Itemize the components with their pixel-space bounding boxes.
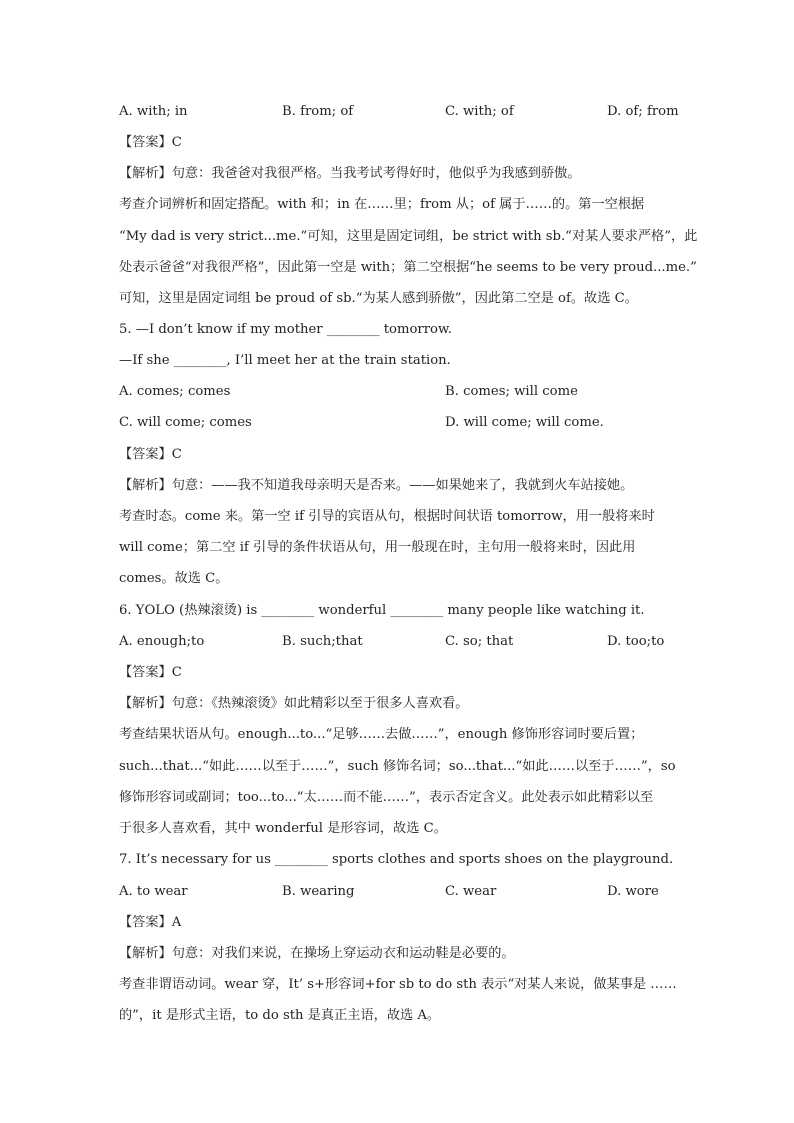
q7-analysis-line: 的”，it 是形式主语，to do sth 是真正主语，故选 A。 bbox=[119, 1008, 441, 1023]
q4-analysis-line: “My dad is very strict...me.”可知，这里是固定词组，be strict with sb.“对某人要求严格”，此 bbox=[119, 229, 698, 244]
q6-analysis-line: 于很多人喜欢看，其中 wonderful 是形容词，故选 C。 bbox=[119, 821, 447, 836]
q6-analysis-line: 考查结果状语从句。enough...to...“足够……去做……”，enough 修饰形容词时要后置； bbox=[119, 727, 644, 742]
q7-analysis-line: 考查非谓语动词。wear 穿，It’ s+形容词+for sb to do sth 表示“对某人来说，做某事是 …… bbox=[119, 977, 677, 992]
q6-analysis-line: such...that...“如此……以至于……”，such 修饰名词；so...that...“如此……以至于……”，so bbox=[119, 759, 676, 774]
q6-answer: 【答案】C bbox=[119, 665, 182, 680]
q5-stem: 5. —I don’t know if my mother ________ tomorrow. bbox=[119, 322, 452, 337]
q4-analysis-line: 处表示爸爸“对我很严格”，因此第一空是 with；第二空根据“he seems to be very proud...me.” bbox=[119, 260, 697, 275]
q7-analysis-line: 【解析】句意：对我们来说，在操场上穿运动衣和运动鞋是必要的。 bbox=[119, 946, 515, 961]
q6-option-a: A. enough;to bbox=[119, 634, 205, 649]
q4-option-d: D. of; from bbox=[607, 104, 679, 119]
q7-stem: 7. It’s necessary for us ________ sports clothes and sports shoes on the playground. bbox=[119, 852, 674, 867]
q5-option-c: C. will come; comes bbox=[119, 415, 252, 430]
q4-answer: 【答案】C bbox=[119, 135, 182, 150]
q5-option-d: D. will come; will come. bbox=[445, 415, 604, 430]
q4-option-c: C. with; of bbox=[445, 104, 514, 119]
q6-analysis-line: 修饰形容词或副词；too...to...“太……而不能……”，表示否定含义。此处表示如此精彩以至 bbox=[119, 790, 654, 805]
q6-option-b: B. such;that bbox=[282, 634, 363, 649]
q7-option-d: D. wore bbox=[607, 884, 659, 899]
q4-analysis-line: 考查介词辨析和固定搭配。with 和；in 在……里；from 从；of 属于……的。第一空根据 bbox=[119, 197, 645, 212]
q4-analysis-line: 可知，这里是固定词组 be proud of sb.“为某人感到骄傲”，因此第二空是 of。故选 C。 bbox=[119, 291, 638, 306]
q5-analysis-line: will come；第二空 if 引导的条件状语从句，用一般现在时，主句用一般将来时，因此用 bbox=[119, 540, 636, 555]
q5-option-b: B. comes; will come bbox=[445, 384, 578, 399]
q7-option-a: A. to wear bbox=[119, 884, 188, 899]
q6-stem: 6. YOLO (热辣滚烫) is ________ wonderful ________ many people like watching it. bbox=[119, 603, 645, 618]
q5-option-a: A. comes; comes bbox=[119, 384, 231, 399]
q7-answer: 【答案】A bbox=[119, 915, 182, 930]
q7-option-c: C. wear bbox=[445, 884, 497, 899]
q4-analysis-line: 【解析】句意：我爸爸对我很严格。当我考试考得好时，他似乎为我感到骄傲。 bbox=[119, 166, 581, 181]
q4-option-b: B. from; of bbox=[282, 104, 354, 119]
q7-option-b: B. wearing bbox=[282, 884, 355, 899]
q6-option-c: C. so; that bbox=[445, 634, 514, 649]
q5-analysis-line: comes。故选 C。 bbox=[119, 571, 229, 586]
q6-option-d: D. too;to bbox=[607, 634, 665, 649]
q5-analysis-line: 【解析】句意：——我不知道我母亲明天是否来。——如果她来了，我就到火车站接她。 bbox=[119, 478, 634, 493]
q6-analysis-line: 【解析】句意：《热辣滚烫》如此精彩以至于很多人喜欢看。 bbox=[119, 696, 469, 711]
q5-analysis-line: 考查时态。come 来。第一空 if 引导的宾语从句，根据时间状语 tomorrow，用一般将来时 bbox=[119, 509, 655, 524]
q5-stem: —If she ________, I’ll meet her at the train station. bbox=[119, 353, 451, 368]
q4-option-a: A. with; in bbox=[119, 104, 188, 119]
q5-answer: 【答案】C bbox=[119, 447, 182, 462]
